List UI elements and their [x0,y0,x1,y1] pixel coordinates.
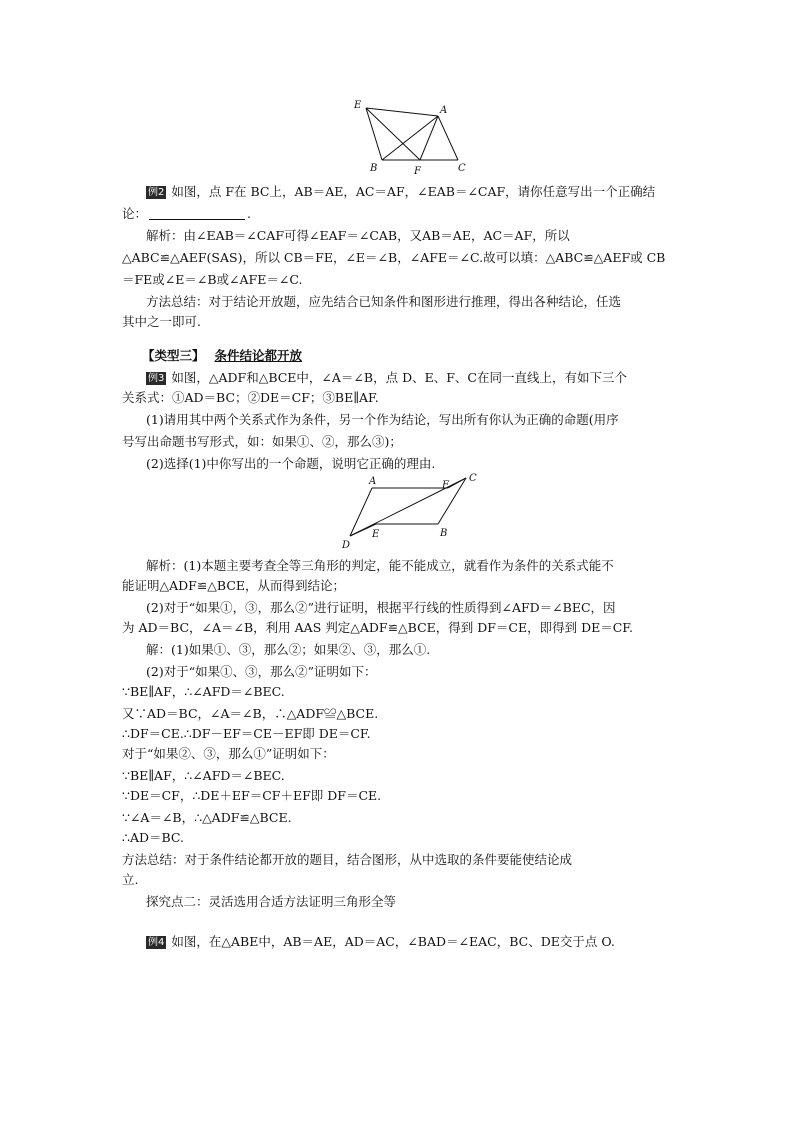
label-a: A [440,105,448,116]
label-a: A [369,476,377,487]
seg-ad [350,488,372,536]
label-b: B [370,163,378,174]
example3-q1-line1: (1)请用其中两个关系式作为条件，另一个作为结论，写出所有你认为正确的命题(用序 [146,412,619,427]
label-e: E [372,529,380,540]
example2-solution-line2: △ABC≌△AEF(SAS)，所以 CB＝FE，∠E＝∠B，∠AFE＝∠C.故可以填：△ABC≌△AEF或 CB [122,250,666,265]
example3-question-line1: 例3 如图，△ADF和△BCE中，∠A＝∠B，点 D、E、F、C在同一直线上，有如下三个 [148,370,627,385]
example3-answer-line6: 对于“如果②、③，那么①”证明如下： [122,746,335,761]
example2-solution-line3: ＝FE或∠E＝∠B或∠AFE＝∠C. [122,272,303,287]
example3-answer-line9: ∵∠A＝∠B，∴△ADF≌△BCE. [122,810,292,825]
example2-summary-line2: 其中之一即可. [122,314,201,329]
example3-analysis-line4: 为 AD＝BC，∠A＝∠B，利用 AAS 判定△ADF≌△BCE，得到 DF＝CE，即得到 DE＝CF. [122,620,633,635]
figure-parallelogram [338,470,488,550]
seg-ac [438,116,458,160]
example3-answer-line2: (2)对于“如果①、③，那么②”证明如下： [146,664,377,679]
example3-summary-line2: 立. [122,872,139,887]
example4-badge: 例4 [148,937,165,948]
label-f: F [414,166,421,176]
example3-answer-line5: ∴DF＝CE.∴DF－EF＝CE－EF即 DE＝CF. [122,726,371,741]
label-d: D [342,540,351,550]
seg-ab [382,116,438,160]
example2-solution-line1: 解析：由∠EAB＝∠CAF可得∠EAF＝∠CAB，又AB＝AE，AC＝AF，所以 [146,228,570,243]
label-c: C [458,163,466,174]
example3-q1-line2: 号写出命题书写形式，如：如果①、②，那么③)； [122,434,402,449]
example3-answer-line4: 又∵AD＝BC，∠A＝∠B，∴△ADF≌△BCE. [122,706,379,721]
label-b: B [440,528,448,539]
example3-badge: 例3 [148,373,165,384]
label-c: C [469,473,477,484]
example2-question-line1: 例2 如图，点 F在 BC上，AB＝AE，AC＝AF，∠EAB＝∠CAF，请你任意写出一个正确结 [148,184,656,199]
figure-triangle-aef [348,96,488,176]
label-e: E [354,100,362,111]
example3-answer-line1: 解：(1)如果①、③，那么②；如果②、③，那么①. [146,642,431,657]
point2-heading: 探究点二：灵活选用合适方法证明三角形全等 [146,894,397,909]
example2-question-line2: 论： . [122,206,251,221]
example3-analysis-line2: 能证明△ADF≌△BCE，从而得到结论； [122,578,346,593]
example3-analysis-line3: (2)对于“如果①，③，那么②”进行证明，根据平行线的性质得到∠AFD＝∠BEC，因 [146,600,616,615]
example3-analysis-line1: 解析：(1)本题主要考查全等三角形的判定，能不能成立，就看作为条件的关系式能不 [146,558,614,573]
example3-answer-line10: ∴AD＝BC. [122,830,185,845]
example3-summary-line1: 方法总结：对于条件结论都开放的题目，结合图形，从中选取的条件要能使结论成 [122,852,573,867]
answer-blank[interactable] [149,207,245,220]
example3-q2: (2)选择(1)中你写出的一个命题，说明它正确的理由. [146,456,436,471]
type3-heading: 【类型三】 条件结论都开放 [142,348,303,363]
example3-answer-line8: ∵DE＝CF，∴DE＋EF＝CF＋EF即 DF＝CE. [122,788,382,803]
seg-ea [366,108,438,116]
example2-badge: 例2 [148,187,165,198]
label-f: F [442,480,449,491]
example4-question: 例4 如图，在△ABE中，AB＝AE，AD＝AC，∠BAD＝∠EAC，BC、DE交于点 O. [148,934,615,949]
example3-answer-line3: ∵BE∥AF，∴∠AFD＝∠BEC. [122,684,285,699]
example2-summary-line1: 方法总结：对于结论开放题，应先结合已知条件和图形进行推理，得出各种结论，任选 [146,294,622,309]
example3-answer-line7: ∵BE∥AF，∴∠AFD＝∠BEC. [122,768,285,783]
example3-question-line2: 关系式：①AD＝BC；②DE＝CF；③BE∥AF. [122,390,379,405]
